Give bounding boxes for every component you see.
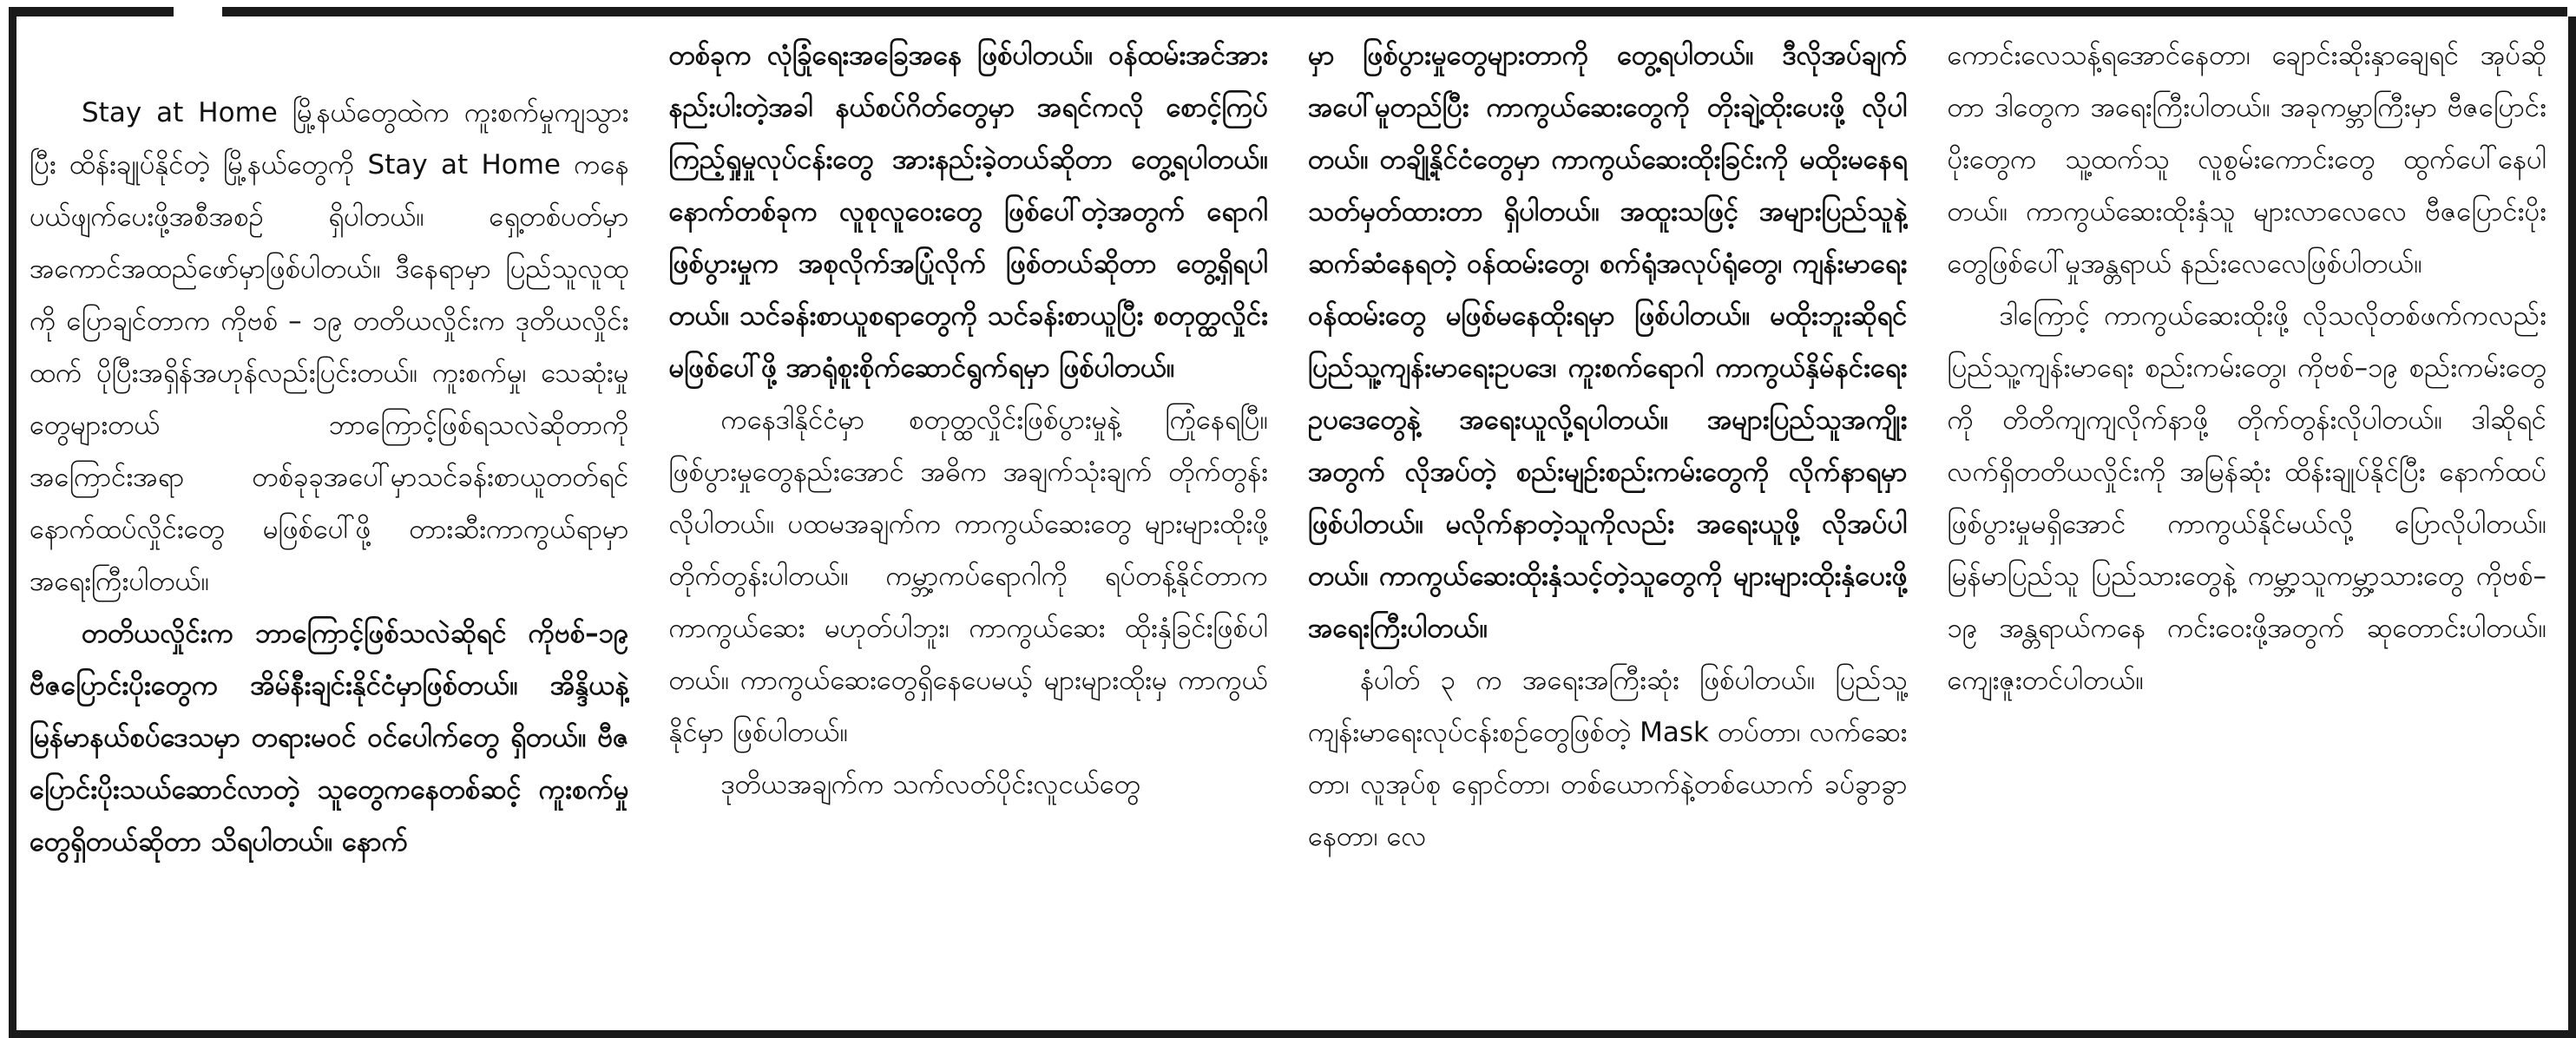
paragraph: နံပါတ် ၃ က အရေးအကြီးဆုံး ဖြစ်ပါတယ်။ ပြည်သူ့ ကျန်းမာရေးလုပ်ငန်းစဉ်တွေဖြစ်တဲ့ Mask တပ်တာ၊ လက်ဆေးတာ၊ လူအုပ်စု ရှောင်တာ၊ တစ်ယောက်နဲ့တစ်ယောက် ခပ်ခွာခွာနေတာ၊ လေ xyxy=(1308,665,1908,852)
top-rule-right xyxy=(222,7,2567,16)
article-column-4 xyxy=(1948,30,2547,1010)
paragraph: ကောင်းလေသန့်ရအောင်နေတာ၊ ချောင်းဆိုးနှာချေရင် အုပ်ဆိုတာ ဒါတွေက အရေးကြီးပါတယ်။ အခုကမ္ဘာကြီးမှာ ဗီဇပြောင်းပိုးတွေက သူ့ထက်သူ လူစွမ်းကောင်းတွေ ထွက်ပေါ်နေပါတယ်။ ကာကွယ်ဆေးထိုးနှံသူ များလာလေလေ ဗီဇပြောင်းပိုးတွေဖြစ်ပေါ်မှုအန္တရာယ် နည်းလေလေဖြစ်ပါတယ်။ xyxy=(1947,40,2546,279)
paragraph: ဒုတိယအချက်က သက်လတ်ပိုင်းလူငယ်တွေ xyxy=(720,769,1140,800)
paragraph: မှာ ဖြစ်ပွားမှုတွေများတာကို တွေ့ရပါတယ်။ ဒီလိုအပ်ချက်အပေါ်မူတည်ပြီး ကာကွယ်ဆေးတွေကို တိုးချဲ့ထိုးပေးဖို့ လိုပါတယ်။ တချို့နိုင်ငံတွေမှာ ကာကွယ်ဆေးထိုးခြင်းကို မထိုးမနေရသတ်မှတ်ထားတာ ရှိပါတယ်။ အထူးသဖြင့် အများပြည်သူနဲ့ဆက်ဆံနေရတဲ့ ဝန်ထမ်းတွေ၊ စက်ရုံအလုပ်ရုံတွေ၊ ကျန်းမာရေးဝန်ထမ်းတွေ မဖြစ်မနေထိုးရမှာ ဖြစ်ပါတယ်။ မထိုးဘူးဆိုရင် ပြည်သူ့ကျန်းမာရေးဥပဒေ၊ ကူးစက်ရောဂါ ကာကွယ်နှိမ်နင်းရေးဥပဒေတွေနဲ့ အရေးယူလို့ရပါတယ်။ အများပြည်သူအကျိုးအတွက် လိုအပ်တဲ့ စည်းမျဉ်းစည်းကမ်းတွေကို လိုက်နာရမှာဖြစ်ပါတယ်။ မလိုက်နာတဲ့သူကိုလည်း အရေးယူဖို့ လိုအပ်ပါတယ်။ ကာကွယ်ဆေးထိုးနှံသင့်တဲ့သူတွေကို များများထိုးနှံပေးဖို့ အရေးကြီးပါတယ်။ xyxy=(1308,40,1908,644)
top-rule-left xyxy=(9,7,174,16)
article-column-3 xyxy=(1308,30,1908,1010)
paragraph: ကနေဒါနိုင်ငံမှာ စတုတ္ထလှိုင်းဖြစ်ပွားမှုနဲ့ ကြုံနေရပြီ။ ဖြစ်ပွားမှုတွေနည်းအောင် အဓိက အချက်သုံးချက် တိုက်တွန်းလိုပါတယ်။ ပထမအချက်က ကာကွယ်ဆေးတွေ များများထိုးဖို့ တိုက်တွန်းပါတယ်။ ကမ္ဘာ့ကပ်ရောဂါကို ရပ်တန့်နိုင်တာက ကာကွယ်ဆေး မဟုတ်ပါဘူး၊ ကာကွယ်ဆေး ထိုးနှံခြင်းဖြစ်ပါတယ်။ ကာကွယ်ဆေးတွေရှိနေပေမယ့် များများထိုးမှ ကာကွယ်နိုင်မှာ ဖြစ်ပါတယ်။ xyxy=(668,404,1268,748)
article-column-2 xyxy=(669,30,1269,1010)
paragraph: တစ်ခုက လုံခြုံရေးအခြေအနေ ဖြစ်ပါတယ်။ ဝန်ထမ်းအင်အားနည်းပါးတဲ့အခါ နယ်စပ်ဂိတ်တွေမှာ အရင်ကလို စောင့်ကြပ်ကြည့်ရှုမှုလုပ်ငန်းတွေ အားနည်းခဲ့တယ်ဆိုတာ တွေ့ရပါတယ်။ နောက်တစ်ခုက လူစုလူဝေးတွေ ဖြစ်ပေါ်တဲ့အတွက် ရောဂါဖြစ်ပွားမှုက အစုလိုက်အပြုံလိုက် ဖြစ်တယ်ဆိုတာ တွေ့ရှိရပါတယ်။ သင်ခန်းစာယူစရာတွေကို သင်ခန်းစာယူပြီး စတုတ္ထလှိုင်းမဖြစ်ပေါ်ဖို့ အာရုံစူးစိုက်ဆောင်ရွက်ရမှာ ဖြစ်ပါတယ်။ xyxy=(668,40,1268,384)
paragraph: Stay at Home မြို့နယ်တွေထဲက ကူးစက်မှုကျသွားပြီး ထိန်းချုပ်နိုင်တဲ့ မြို့နယ်တွေကို Stay at Home ကနေ ပယ်ဖျက်ပေးဖို့အစီအစဉ် ရှိပါတယ်။ ရှေ့တစ်ပတ်မှာ အကောင်အထည်ဖော်မှာဖြစ်ပါတယ်။ ဒီနေရာမှာ ပြည်သူလူထုကို ပြောချင်တာက ကိုဗစ် – ၁၉ တတိယလှိုင်းက ဒုတိယလှိုင်းထက် ပိုပြီးအရှိန်အဟုန်လည်းပြင်းတယ်။ ကူးစက်မှု၊ သေဆုံးမှုတွေများတယ် ဘာကြောင့်ဖြစ်ရသလဲဆိုတာကို အကြောင်းအရာ တစ်ခုခုအပေါ်မှာသင်ခန်းစာယူတတ်ရင် နောက်ထပ်လှိုင်းတွေ မဖြစ်ပေါ်ဖို့ တားဆီးကာကွယ်ရာမှာ အရေးကြီးပါတယ်။ xyxy=(30,97,629,597)
paragraph: ဒါကြောင့် ကာကွယ်ဆေးထိုးဖို့ လိုသလိုတစ်ဖက်ကလည်း ပြည်သူ့ကျန်းမာရေး စည်းကမ်းတွေ၊ ကိုဗစ်–၁၉ စည်းကမ်းတွေကို တိတိကျကျလိုက်နာဖို့ တိုက်တွန်းလိုပါတယ်။ ဒါဆိုရင် လက်ရှိတတိယလှိုင်းကို အမြန်ဆုံး ထိန်းချုပ်နိုင်ပြီး နောက်ထပ်ဖြစ်ပွားမှုမရှိအောင် ကာကွယ်နိုင်မယ်လို့ ပြောလိုပါတယ်။ မြန်မာပြည်သူ ပြည်သားတွေနဲ့ ကမ္ဘာ့သူကမ္ဘာ့သားတွေ ကိုဗစ်–၁၉ အန္တရာယ်ကနေ ကင်းဝေးဖို့အတွက် ဆုတောင်းပါတယ်။ ကျေးဇူးတင်ပါတယ်။ xyxy=(1947,300,2546,696)
paragraph: တတိယလှိုင်းက ဘာကြောင့်ဖြစ်သလဲဆိုရင် ကိုဗစ်–၁၉ ဗီဇပြောင်းပိုးတွေက အိမ်နီးချင်းနိုင်ငံမှာဖြစ်တယ်။ အိန္ဒိယနဲ့ မြန်မာနယ်စပ်ဒေသမှာ တရားမဝင် ဝင်ပေါက်တွေ ရှိတယ်။ ဗီဇပြောင်းပိုးသယ်ဆောင်လာတဲ့ သူတွေကနေတစ်ဆင့် ကူးစက်မှုတွေရှိတယ်ဆိုတာ သိရပါတယ်။ နောက် xyxy=(30,618,629,857)
article-columns xyxy=(30,30,2546,1010)
article-column-1 xyxy=(30,30,629,1010)
